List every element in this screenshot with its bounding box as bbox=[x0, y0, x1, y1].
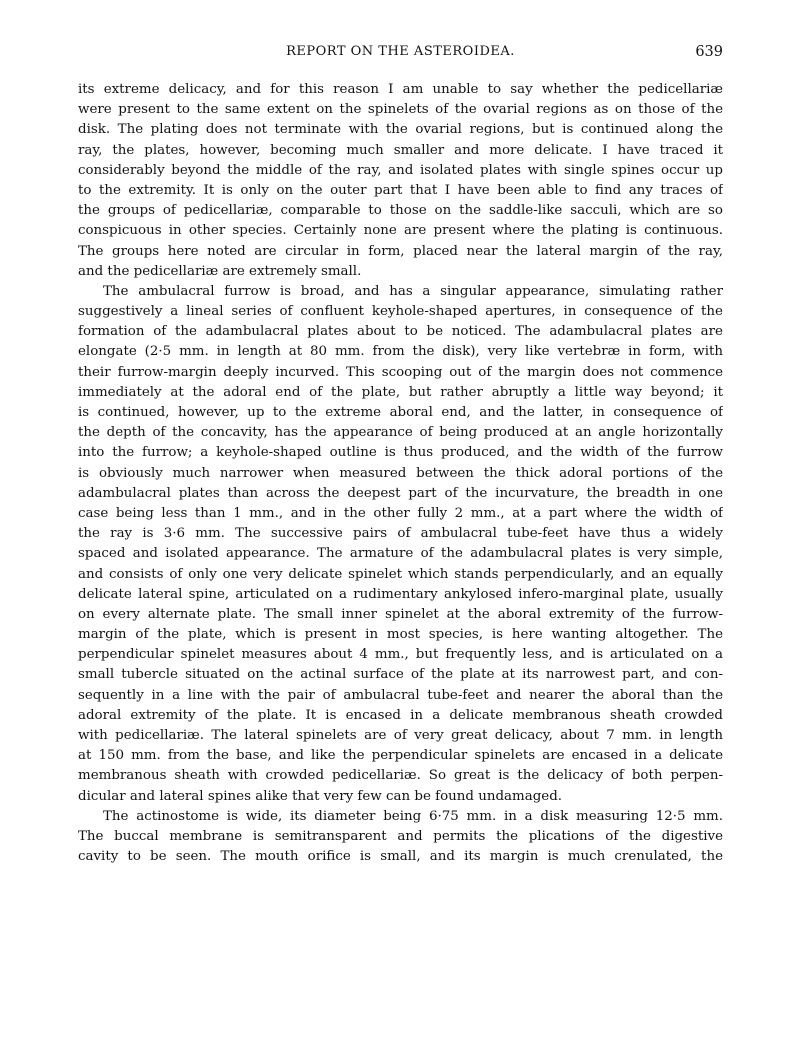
text-line: dicular and lateral spines alike that very few can be found undamaged. bbox=[78, 788, 563, 804]
text-line: membranous sheath with crowded pedicellariæ. So great is the delicacy of both perpen- bbox=[78, 768, 723, 784]
text-line: adambulacral plates than across the deepest part of the incurvature, the breadth in one bbox=[78, 485, 723, 501]
text-line: with pedicellariæ. The lateral spinelets are of very great delicacy, about 7 mm. in length bbox=[78, 728, 723, 743]
text-line: formation of the adambulacral plates about to be noticed. The adambulacral plates are bbox=[78, 324, 723, 340]
text-line: The ambulacral furrow is broad, and has a singular appearance, simulating rather bbox=[103, 283, 723, 299]
running-title: REPORT ON THE ASTEROIDEA. bbox=[286, 44, 515, 59]
text-line: case being less than 1 mm., and in the other fully 2 mm., at a part where the width of bbox=[78, 505, 723, 521]
text-line: spaced and isolated appearance. The armature of the adambulacral plates is very simple, bbox=[78, 546, 723, 562]
text-line: and consists of only one very delicate spinelet which stands perpendicularly, and an equally bbox=[78, 566, 723, 582]
text-line: The buccal membrane is semitransparent and permits the plications of the digestive bbox=[78, 828, 723, 844]
body-text bbox=[78, 80, 723, 867]
text-line: disk. The plating does not terminate with the ovarial regions, but is continued along the bbox=[78, 122, 723, 138]
text-line: considerably beyond the middle of the ray, and isolated plates with single spines occur up bbox=[78, 162, 723, 178]
text-line: The actinostome is wide, its diameter being 6·75 mm. in a disk measuring 12·5 mm. bbox=[103, 808, 723, 824]
text-line: conspicuous in other species. Certainly none are present where the plating is continuous. bbox=[78, 223, 723, 239]
text-line: the ray is 3·6 mm. The successive pairs of ambulacral tube-feet have thus a widely bbox=[78, 526, 723, 542]
text-line: their furrow-margin deeply incurved. This scooping out of the margin does not commence bbox=[78, 364, 723, 380]
paragraph bbox=[78, 807, 723, 868]
page-number: 639 bbox=[695, 44, 723, 60]
text-line: the depth of the concavity, has the appearance of being produced at an angle horizontally bbox=[78, 425, 723, 441]
text-line: suggestively a lineal series of confluent keyhole-shaped apertures, in consequence of the bbox=[78, 304, 723, 320]
text-line: is obviously much narrower when measured between the thick adoral portions of the bbox=[78, 465, 723, 481]
text-line: were present to the same extent on the spinelets of the ovarial regions as on those of the bbox=[78, 102, 723, 118]
text-line: sequently in a line with the pair of ambulacral tube-feet and nearer the aboral than the bbox=[78, 687, 723, 703]
text-line: perpendicular spinelet measures about 4 mm., but frequently less, and is articulated on a bbox=[78, 647, 723, 663]
text-line: elongate (2·5 mm. in length at 80 mm. from the disk), very like vertebræ in form, with bbox=[78, 344, 723, 360]
text-line: immediately at the adoral end of the plate, but rather abruptly a little way beyond; it bbox=[78, 384, 723, 400]
text-line: is continued, however, up to the extreme aboral end, and the latter, in consequence of bbox=[78, 405, 723, 420]
text-line: its extreme delicacy, and for this reason I am unable to say whether the pedicellariæ bbox=[78, 82, 723, 97]
running-head bbox=[78, 44, 723, 64]
text-line: on every alternate plate. The small inner spinelet at the aboral extremity of the furrow- bbox=[78, 606, 723, 622]
text-line: delicate lateral spine, articulated on a rudimentary ankylosed infero-marginal plate, usually bbox=[78, 586, 723, 602]
text-line: small tubercle situated on the actinal surface of the plate at its narrowest part, and con- bbox=[78, 667, 723, 683]
text-line: to the extremity. It is only on the outer part that I have been able to find any traces of bbox=[78, 182, 723, 198]
text-line: at 150 mm. from the base, and like the perpendicular spinelets are encased in a delicate bbox=[78, 748, 723, 764]
text-line: The groups here noted are circular in form, placed near the lateral margin of the ray, bbox=[78, 243, 723, 259]
paragraph bbox=[78, 282, 723, 807]
text-line: margin of the plate, which is present in most species, is here wanting altogether. The bbox=[78, 627, 723, 643]
text-line: and the pedicellariæ are extremely small. bbox=[78, 263, 362, 279]
text-line: the groups of pedicellariæ, comparable to those on the saddle-like sacculi, which are so bbox=[78, 203, 723, 219]
text-line: into the furrow; a keyhole-shaped outline is thus produced, and the width of the furrow bbox=[78, 445, 723, 461]
text-line: adoral extremity of the plate. It is encased in a delicate membranous sheath crowded bbox=[78, 707, 723, 723]
paragraph bbox=[78, 80, 723, 282]
text-line: cavity to be seen. The mouth orifice is small, and its margin is much crenulated, the bbox=[78, 849, 723, 865]
text-line: ray, the plates, however, becoming much smaller and more delicate. I have traced it bbox=[78, 142, 723, 158]
